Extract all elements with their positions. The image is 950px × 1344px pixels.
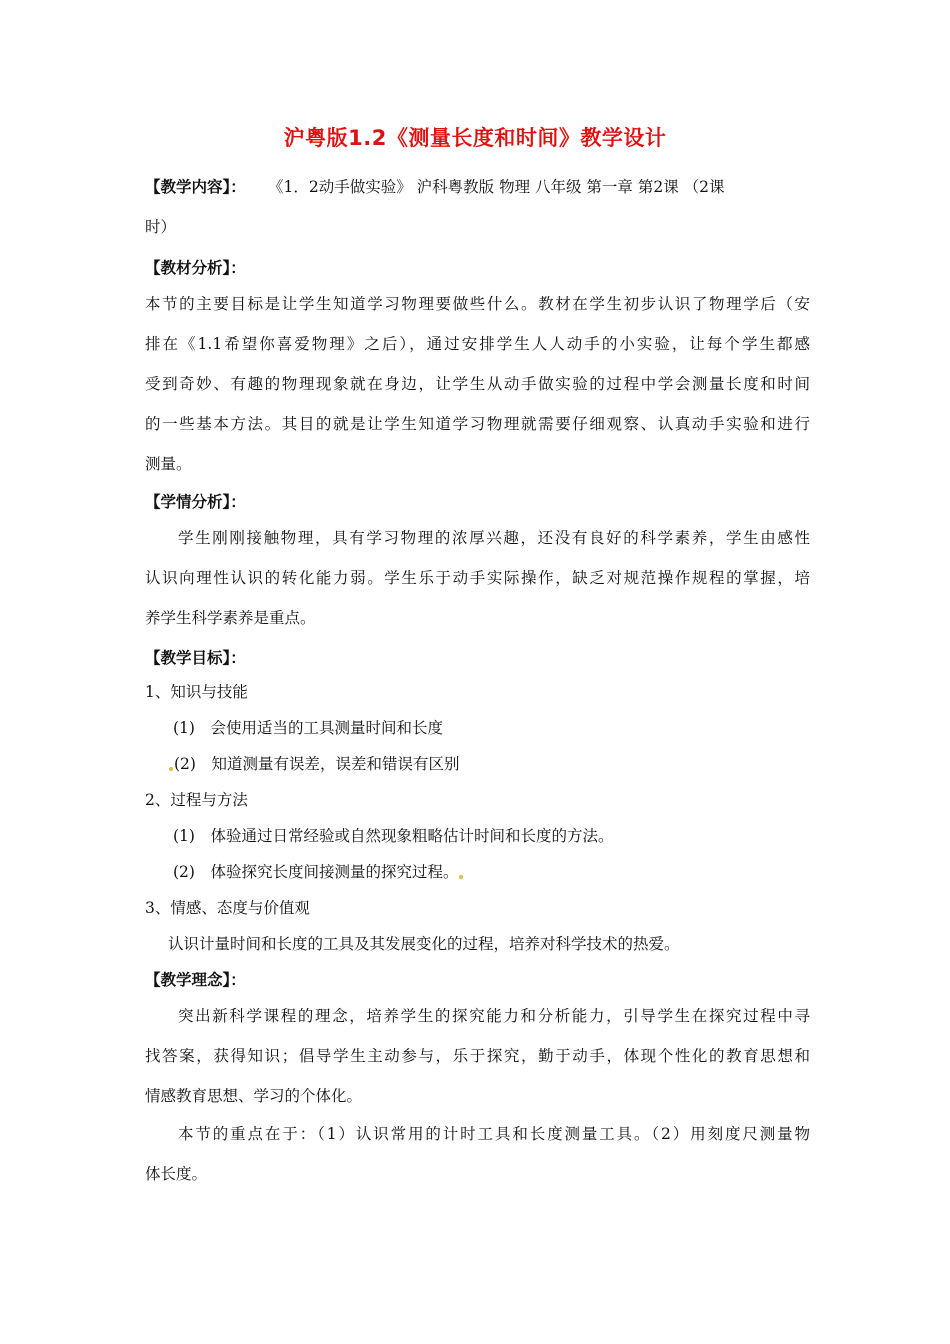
content-line-1: 《1．2动手做实验》 沪科粤教版 物理 八年级 第一章 第2课 （2课: [268, 178, 725, 196]
students-line-3: 养学生科学素养是重点。: [145, 609, 316, 627]
content-line-2: 时）: [145, 218, 177, 236]
goal-1-heading: 1、知识与技能: [145, 683, 248, 701]
section-heading-concept: 【教学理念】：: [145, 971, 246, 989]
goal-3-heading: 3、情感、态度与价值观: [145, 899, 310, 917]
goal-2-item-2: (2) 体验探究长度间接测量的探究过程。: [173, 860, 810, 884]
goal-2-item-1: (1) 体验通过日常经验或自然现象粗略估计时间和长度的方法。: [173, 827, 614, 845]
goal-1-item-1: (1) 会使用适当的工具测量时间和长度: [173, 719, 443, 737]
goal-1-item-2: (2) 知道测量有误差，误差和错误有区别: [168, 752, 810, 776]
textbook-line-3: 受到奇妙、有趣的物理现象就在身边，让学生从动手做实验的过程中学会测量长度和时间: [145, 375, 810, 393]
mark-dot-icon: [169, 767, 173, 771]
goal-2-heading: 2、过程与方法: [145, 791, 248, 809]
concept-line-1: 突出新科学课程的理念，培养学生的探究能力和分析能力，引导学生在探究过程中寻: [178, 1007, 810, 1025]
document-title: 沪粤版1.2《测量长度和时间》教学设计: [283, 126, 667, 150]
concept-line-2: 找答案，获得知识；倡导学生主动参与，乐于探究，勤于动手，体现个性化的教育思想和: [145, 1047, 810, 1065]
concept-line-3: 情感教育思想、学习的个体化。: [145, 1087, 363, 1105]
students-line-1: 学生刚刚接触物理，具有学习物理的浓厚兴趣，还没有良好的科学素养，学生由感性: [178, 529, 810, 547]
textbook-line-5: 测量。: [145, 455, 192, 473]
mark-dot-icon: [459, 875, 463, 879]
textbook-line-2: 排在《1.1希望你喜爱物理》之后），通过安排学生人人动手的小实验，让每个学生都感: [145, 335, 810, 353]
section-heading-students: 【学情分析】：: [145, 493, 246, 511]
section-heading-content: 【教学内容】：: [145, 178, 246, 196]
textbook-line-4: 的一些基本方法。其目的就是让学生知道学习物理就需要仔细观察、认真动手实验和进行: [145, 415, 810, 433]
section-heading-textbook: 【教材分析】：: [145, 259, 246, 277]
students-line-2: 认识向理性认识的转化能力弱。学生乐于动手实际操作，缺乏对规范操作规程的掌握，培: [145, 569, 810, 587]
goal-3-text: 认识计量时间和长度的工具及其发展变化的过程，培养对科学技术的热爱。: [168, 935, 680, 953]
section-heading-goals: 【教学目标】：: [145, 649, 246, 667]
key-points-line-1: 本节的重点在于：（1）认识常用的计时工具和长度测量工具。（2）用刻度尺测量物: [178, 1125, 810, 1143]
textbook-line-1: 本节的主要目标是让学生知道学习物理要做些什么。教材在学生初步认识了物理学后（安: [145, 295, 810, 313]
key-points-line-2: 体长度。: [145, 1165, 208, 1183]
